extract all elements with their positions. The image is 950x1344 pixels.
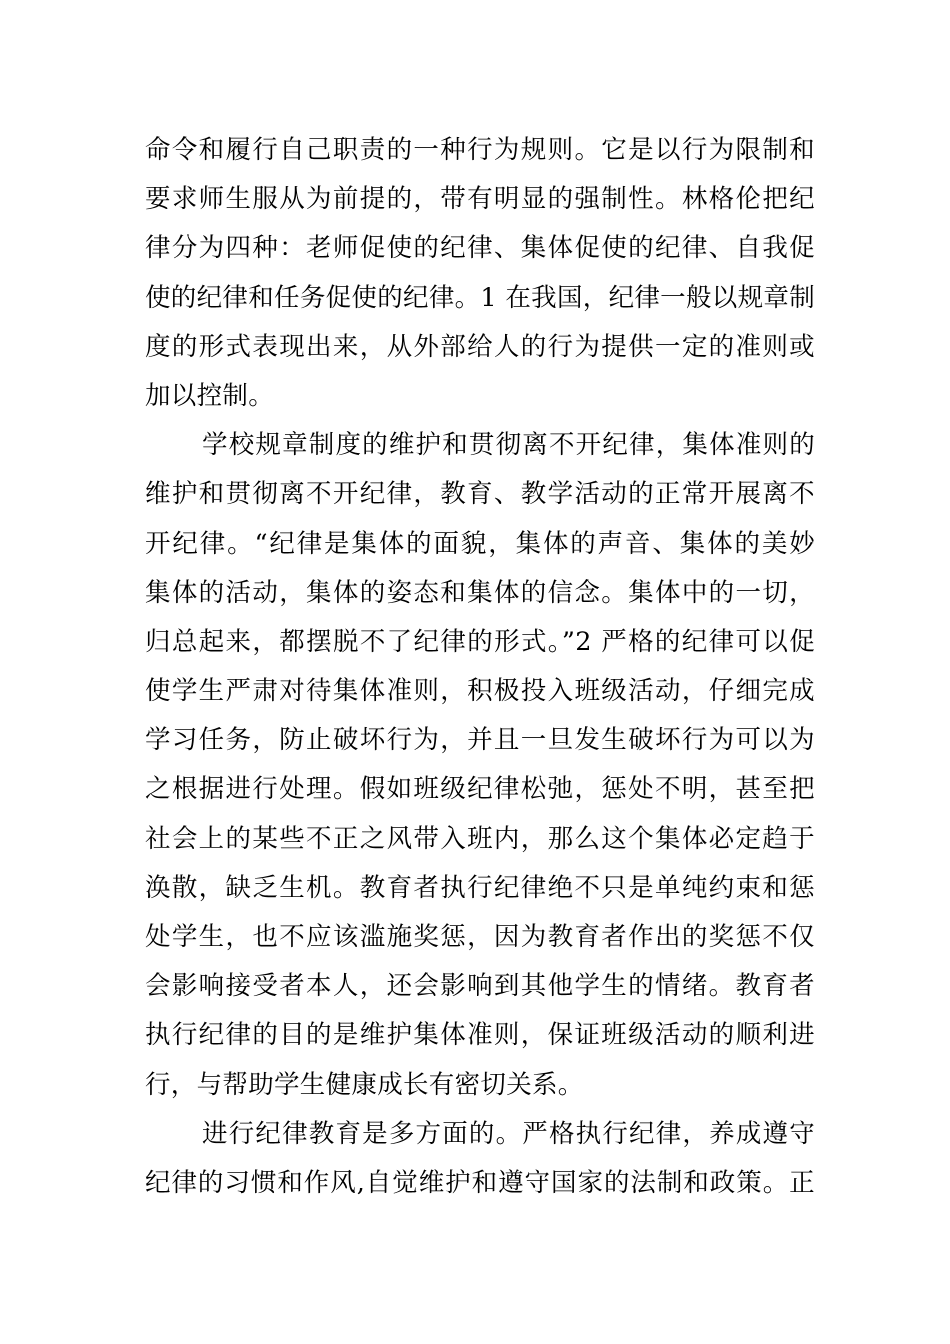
text-line: 开纪律。“纪律是集体的面貌，集体的声音、集体的美妙 xyxy=(145,528,815,559)
text-line: 涣散，缺乏生机。教育者执行纪律绝不只是单纯约束和惩 xyxy=(145,872,815,903)
body-text xyxy=(145,126,815,1208)
text-line: 加以控制。 xyxy=(145,380,275,411)
text-line: 维护和贯彻离不开纪律，教育、教学活动的正常开展离不 xyxy=(145,479,815,510)
paragraph-discipline-definition xyxy=(145,126,815,421)
text-line: 要求师生服从为前提的，带有明显的强制性。林格伦把纪 xyxy=(145,184,815,215)
text-line: 学校规章制度的维护和贯彻离不开纪律，集体准则的 xyxy=(202,430,815,461)
text-line: 会影响接受者本人，还会影响到其他学生的情绪。教育者 xyxy=(145,971,815,1002)
text-line: 行，与帮助学生健康成长有密切关系。 xyxy=(145,1069,584,1100)
paragraph-discipline-importance xyxy=(145,421,815,1110)
text-line: 集体的活动，集体的姿态和集体的信念。集体中的一切， xyxy=(145,577,815,608)
text-line: 度的形式表现出来，从外部给人的行为提供一定的准则或 xyxy=(145,331,815,362)
text-line: 进行纪律教育是多方面的。严格执行纪律，养成遵守 xyxy=(202,1118,815,1149)
text-line: 命令和履行自己职责的一种行为规则。它是以行为限制和 xyxy=(145,135,815,165)
text-line: 社会上的某些不正之风带入班内，那么这个集体必定趋于 xyxy=(145,823,815,854)
text-line: 执行纪律的目的是维护集体准则，保证班级活动的顺利进 xyxy=(145,1020,815,1051)
text-line: 律分为四种：老师促使的纪律、集体促使的纪律、自我促 xyxy=(145,233,815,264)
text-line: 纪律的习惯和作风,自觉维护和遵守国家的法制和政策。正 xyxy=(145,1167,815,1198)
text-line: 使学生严肃对待集体准则，积极投入班级活动，仔细完成 xyxy=(145,676,815,707)
text-line: 归总起来，都摆脱不了纪律的形式。”2 严格的纪律可以促 xyxy=(145,626,815,657)
text-line: 处学生，也不应该滥施奖惩，因为教育者作出的奖惩不仅 xyxy=(145,922,815,952)
text-line: 之根据进行处理。假如班级纪律松弛，惩处不明，甚至把 xyxy=(145,774,815,805)
text-line: 使的纪律和任务促使的纪律。1 在我国，纪律一般以规章制 xyxy=(145,282,815,313)
text-line: 学习任务，防止破坏行为，并且一旦发生破坏行为可以为 xyxy=(145,725,815,756)
paragraph-discipline-education xyxy=(145,1110,815,1208)
